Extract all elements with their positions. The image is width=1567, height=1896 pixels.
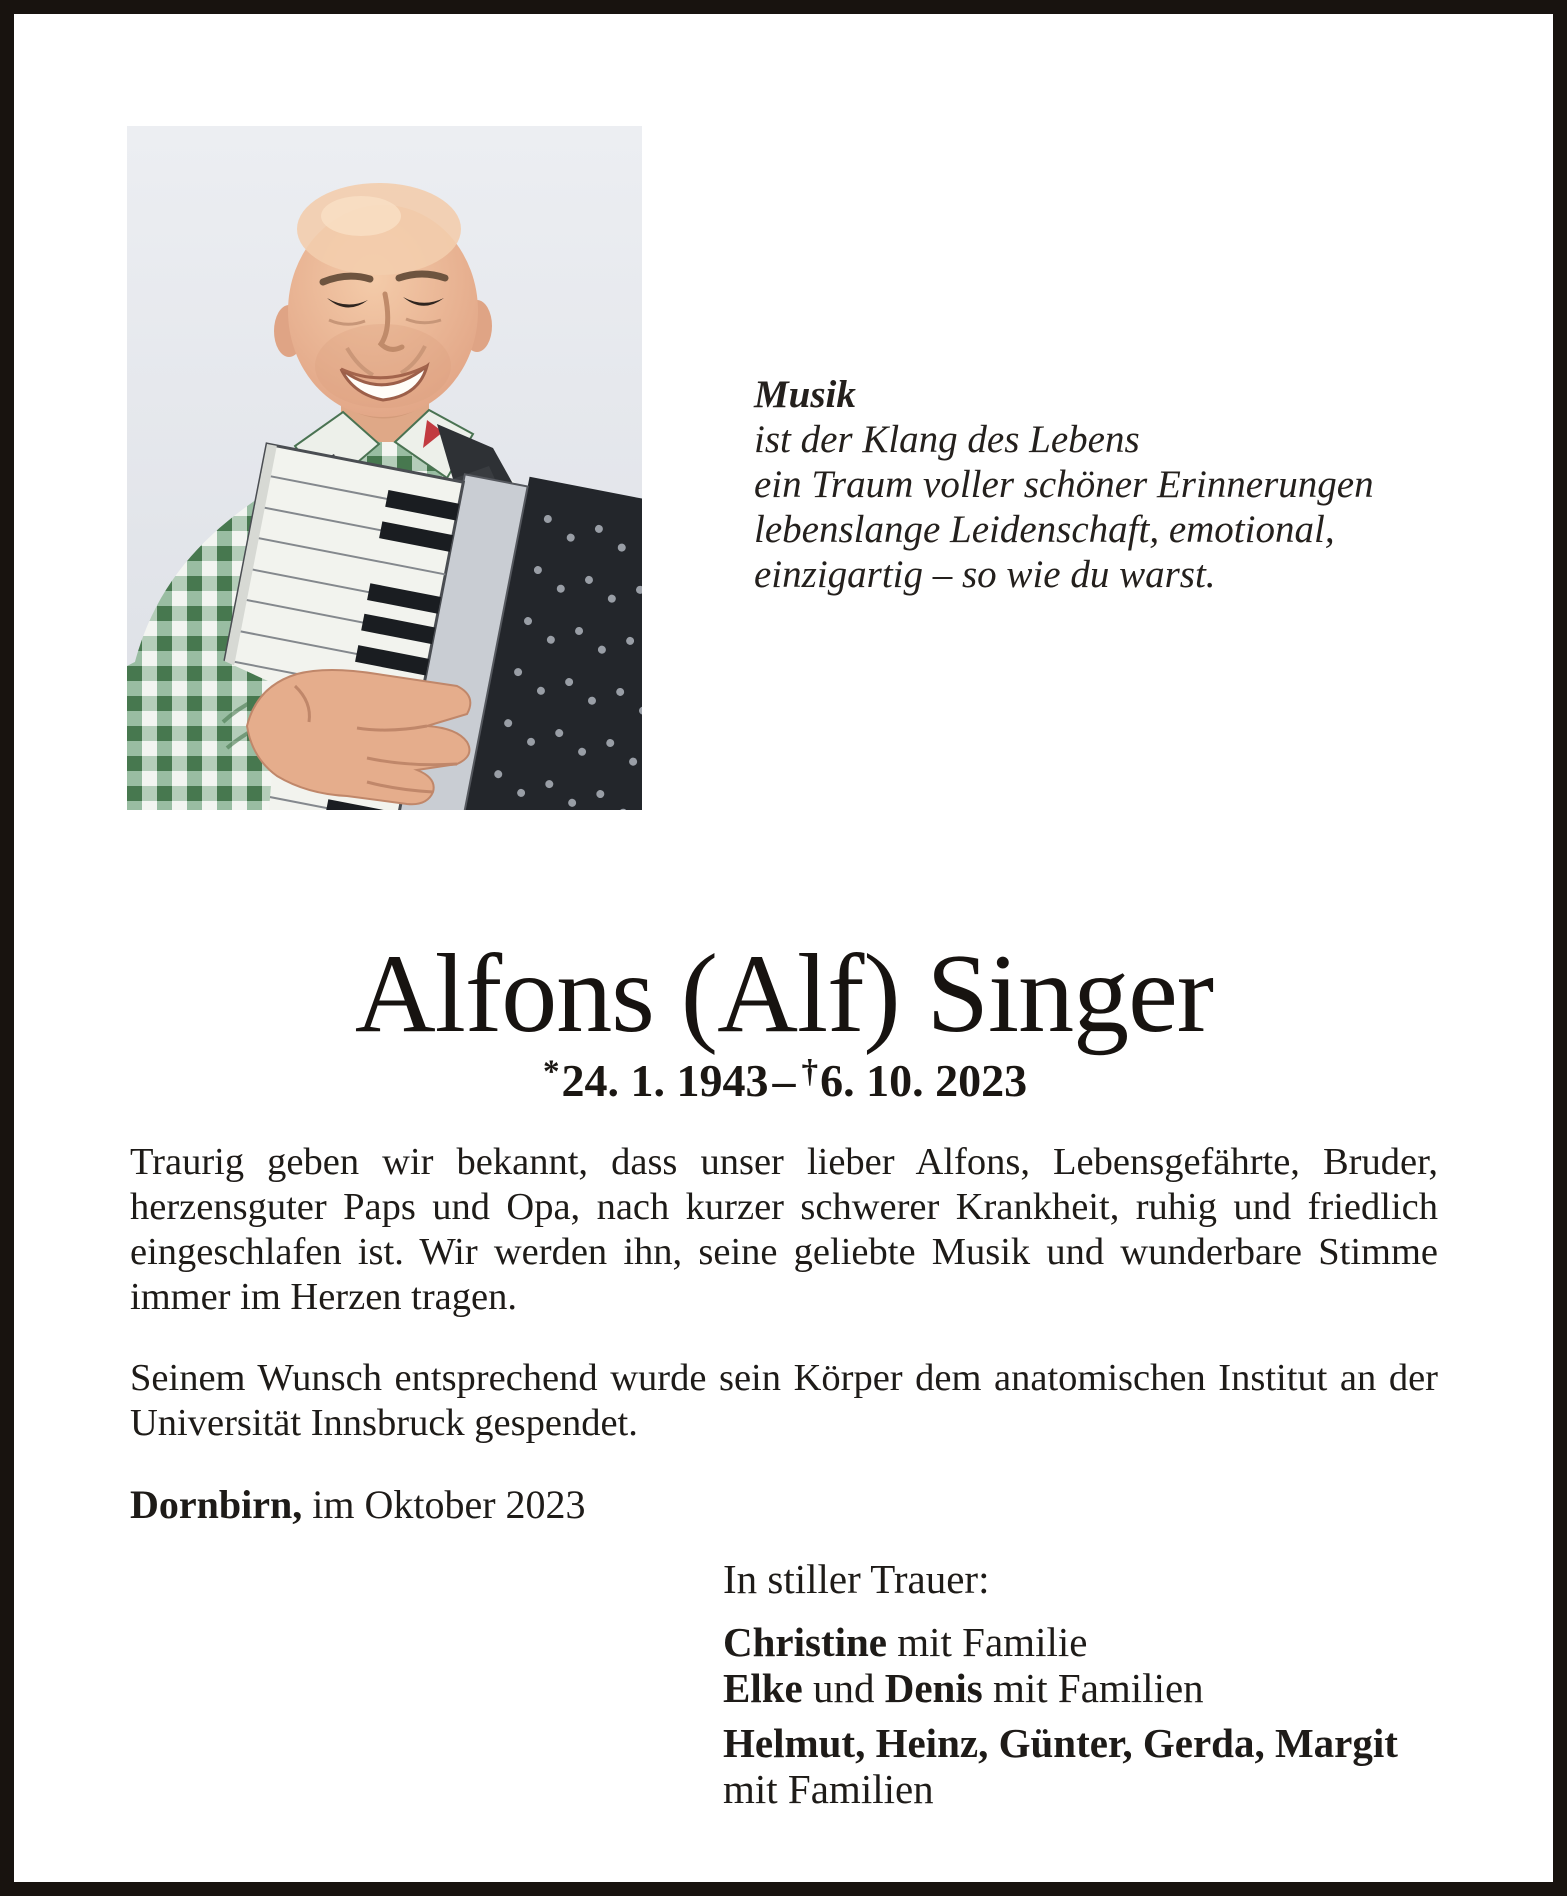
birth-star-symbol: * <box>542 1053 560 1091</box>
mourner-connector: und <box>802 1665 885 1711</box>
mourner-name: Elke <box>723 1665 803 1711</box>
poem-line: ist der Klang des Lebens <box>754 418 1140 461</box>
dates-separator: – <box>772 1055 796 1106</box>
announcement-paragraph: Traurig geben wir bekannt, dass unser lieber Alfons, Lebensgefährte, Bruder, herzensguter Paps und Opa, nach kurzer schwerer Krankheit, ruhig und friedlich eingeschlafen ist. Wir werden ihn, seine geliebte Musik und wunderbare Stimme immer im Herzen tragen. <box>130 1141 1438 1318</box>
mourner-names: Helmut, Heinz, Günter, Gerda, Margit <box>723 1720 1398 1766</box>
mourner-suffix: mit Familie <box>887 1619 1088 1665</box>
mourner-line <box>723 1720 1398 1766</box>
life-dates <box>130 1053 1438 1111</box>
deceased-name: Alfons (Alf) Singer <box>354 932 1214 1056</box>
mourner-name: Denis <box>884 1665 983 1711</box>
dateline-date: im Oktober 2023 <box>312 1482 586 1527</box>
poem-line: lebenslange Leidenschaft, emotional, <box>754 508 1335 551</box>
mourner-suffix: mit Familien <box>982 1665 1204 1711</box>
death-cross-symbol: † <box>801 1053 819 1091</box>
dateline-place: Dornbirn, <box>130 1482 303 1527</box>
mourner-suffix: mit Familien <box>723 1766 934 1812</box>
crown-highlight <box>321 196 401 236</box>
poem-line: ein Traum voller schöner Erinnerungen <box>754 463 1374 506</box>
death-date: 6. 10. 2023 <box>820 1055 1028 1106</box>
mourner-name: Christine <box>723 1619 887 1665</box>
mourners-heading: In stiller Trauer: <box>723 1556 990 1602</box>
mourner-line <box>723 1619 1398 1665</box>
poem-line: einzigartig – so wie du warst. <box>754 553 1216 596</box>
donation-paragraph: Seinem Wunsch entsprechend wurde sein Körper dem anatomischen Institut an der Universität Innsbruck gespendet. <box>130 1357 1438 1444</box>
eyebrow-right <box>399 274 445 278</box>
poem-title: Musik <box>754 373 856 416</box>
portrait-photo-illustration <box>127 126 642 810</box>
portrait-photo <box>127 126 642 810</box>
mourner-line <box>723 1766 1398 1812</box>
mourners-block <box>723 1556 1398 1812</box>
birth-date: 24. 1. 1943 <box>561 1055 769 1106</box>
memorial-poem <box>754 372 1374 597</box>
mourner-line <box>723 1665 1398 1711</box>
dateline <box>130 1482 586 1528</box>
